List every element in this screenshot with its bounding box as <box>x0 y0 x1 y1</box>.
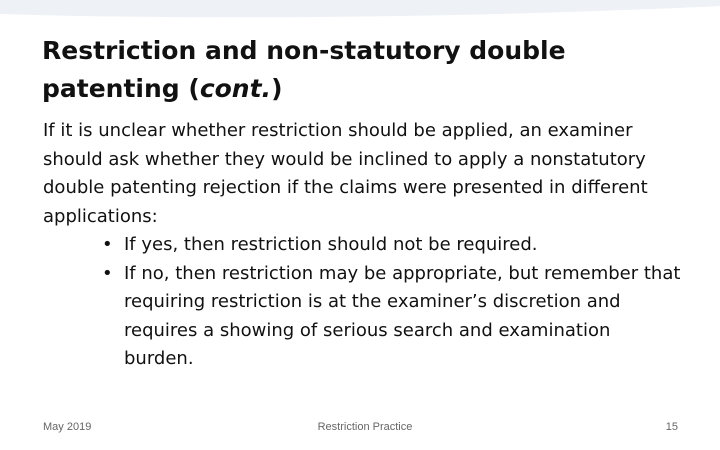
bullet-text: If yes, then restriction should not be required. <box>124 234 538 255</box>
footer-title: Restriction Practice <box>317 421 413 433</box>
footer-page-number: 15 <box>665 421 678 433</box>
bullet-item <box>102 231 683 260</box>
slide-title <box>42 32 682 108</box>
footer-date: May 2019 <box>43 421 92 433</box>
bullet-list <box>43 231 683 374</box>
bullet-text: If no, then restriction may be appropriate, but remember that requiring restriction is at the examiner’s discretion and requires a showing of serious search and examination burden. <box>124 262 681 369</box>
body-paragraph: If it is unclear whether restriction should be applied, an examiner should ask whether they would be inclined to apply a nonstatutory double patenting rejection if the claims were presented in different applications: <box>43 120 648 227</box>
top-decorative-band <box>0 0 720 22</box>
slide-body <box>43 117 683 374</box>
bullet-item <box>102 260 683 374</box>
title-text: Restriction and non-statutory double patenting ( <box>42 36 566 103</box>
bullet-icon: • <box>102 262 113 284</box>
band-shape <box>0 0 720 17</box>
title-italic-text: cont. <box>199 74 272 103</box>
bullet-icon: • <box>102 234 113 255</box>
title-close-paren: ) <box>271 74 283 103</box>
